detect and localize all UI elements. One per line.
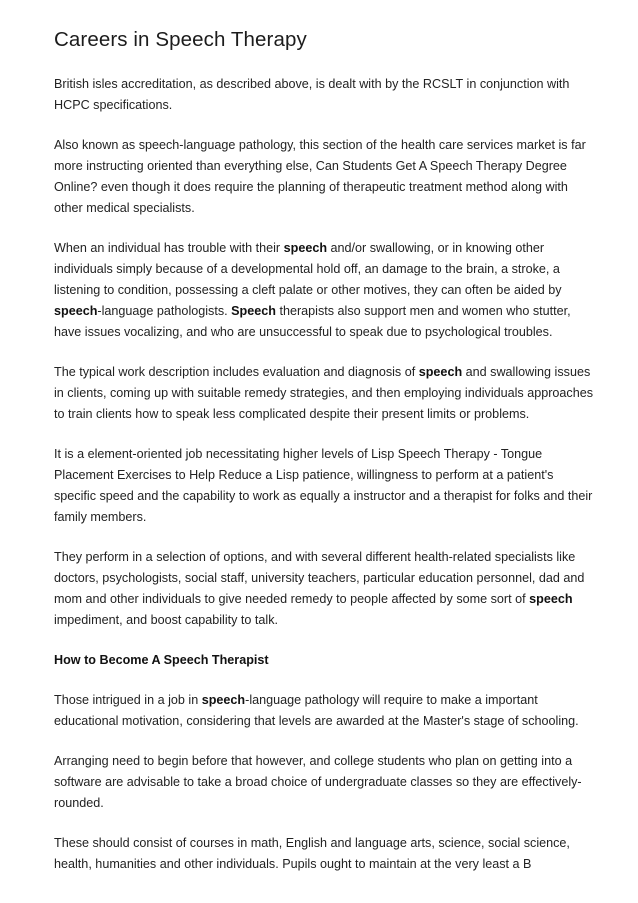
document-page xyxy=(54,26,594,894)
paragraph-work-description xyxy=(54,362,594,425)
bold-keyword: speech xyxy=(418,365,463,379)
bold-keyword: Speech xyxy=(231,304,276,318)
bold-keyword: speech xyxy=(529,592,573,606)
paragraph-text: and swallowing issues in clients, coming up with suitable remedy strategies, and then employing individuals approaches to train clients how to speak less complicated despite their present limits or problems. xyxy=(54,365,594,421)
paragraph-detail-oriented-job xyxy=(54,444,594,528)
bold-keyword: speech xyxy=(201,693,246,707)
paragraph-education-commitment xyxy=(54,690,594,732)
section-heading: How to Become A Speech Therapist xyxy=(54,653,269,667)
paragraph-text: and/or swallowing, or in knowing other individuals simply because of a developmental hold off, an damage to the brain, a stroke, a listening to condition, possessing a cleft palate or other motives, they can often be aided by xyxy=(54,241,562,297)
paragraph-text: -language pathologists. xyxy=(97,304,232,318)
paragraph-trouble-with-speech xyxy=(54,238,594,343)
paragraph-text: The typical work description includes evaluation and diagnosis of xyxy=(54,365,419,379)
paragraph-courses xyxy=(54,833,594,875)
bold-keyword: speech xyxy=(54,304,98,318)
paragraph-text: It is a element-oriented job necessitating higher levels of Lisp Speech Therapy - Tongue Placement Exercises to Help Reduce a Lisp patience, willingness to perform at a patient's specific speed and the capability to work as equally a instructor and a therapist for folks and their family members. xyxy=(54,447,593,524)
paragraph-work-settings xyxy=(54,547,594,631)
paragraph-text: These should consist of courses in math, English and language arts, science, social science, health, humanities and other individuals. Pupils ought to maintain at the very least a B xyxy=(54,836,570,871)
paragraph-speech-language-pathology xyxy=(54,135,594,219)
bold-keyword: speech xyxy=(283,241,328,255)
paragraph-text: -language pathology will require to make a important educational motivation, considering that levels are awarded at the Master's stage of schooling. xyxy=(54,693,579,728)
paragraph-text: Arranging need to begin before that however, and college students who plan on getting into a software are advisable to take a broad choice of undergraduate classes so they are effectively-rounded. xyxy=(54,754,582,810)
document-title: Careers in Speech Therapy xyxy=(54,28,307,51)
paragraph-text: British isles accreditation, as described above, is dealt with by the RCSLT in conjunction with HCPC specifications. xyxy=(54,77,570,112)
paragraph-undergraduate-classes xyxy=(54,751,594,814)
paragraph-text: They perform in a selection of options, and with several different health-related specialists like doctors, psychologists, social staff, university teachers, particular education personnel, dad and mom and other individuals to give needed remedy to people affected by some sort of xyxy=(54,550,585,606)
paragraph-text: Those intrigued in a job in xyxy=(54,693,202,707)
paragraph-text: impediment, and boost capability to talk. xyxy=(54,613,279,627)
paragraph-text: Also known as speech-language pathology, this section of the health care services market is far more instructing oriented than everything else, Can Students Get A Speech Therapy Degree Online? even though it does require the planning of therapeutic treatment method along with other medical specialists. xyxy=(54,138,586,215)
paragraph-accreditation xyxy=(54,74,594,116)
paragraph-text: therapists also support men and women who stutter, have issues vocalizing, and who are unsuccessful to speak due to psychological troubles. xyxy=(54,304,571,339)
paragraph-text: When an individual has trouble with their xyxy=(54,241,284,255)
